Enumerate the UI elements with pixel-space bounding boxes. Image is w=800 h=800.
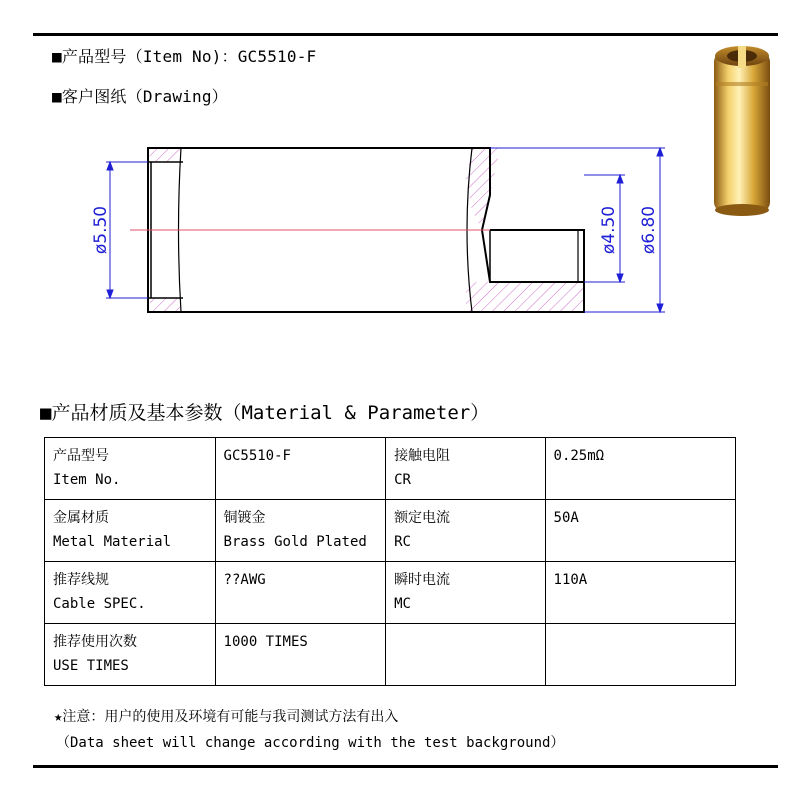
table-row: [45, 438, 736, 500]
table-row: [45, 624, 736, 686]
table-cell: 铜镀金 Brass Gold Plated: [215, 500, 386, 562]
note-english: （Data sheet will change according with the test background）: [56, 735, 565, 751]
table-cell: [386, 624, 545, 686]
technical-drawing: [0, 0, 800, 360]
table-cell: 产品型号 Item No.: [45, 438, 216, 500]
material-parameter-heading: ■产品材质及基本参数（Material & Parameter）: [40, 402, 490, 424]
table-cell: ??AWG: [215, 562, 386, 624]
drawing-heading: ■客户图纸（Drawing）: [52, 87, 228, 106]
table-cell: 110A: [545, 562, 735, 624]
table-row: [45, 500, 736, 562]
table-cell: GC5510-F: [215, 438, 386, 500]
dim-inner-label: ø5.50: [91, 205, 111, 255]
dim-outer-label: ø6.80: [639, 205, 659, 255]
table-cell: 推荐线规 Cable SPEC.: [45, 562, 216, 624]
table-cell: 瞬时电流 MC: [386, 562, 545, 624]
table-cell: 金属材质 Metal Material: [45, 500, 216, 562]
table-cell: 1000 TIMES: [215, 624, 386, 686]
table-cell: 接触电阻 CR: [386, 438, 545, 500]
bottom-rule: [33, 765, 778, 768]
table-row: [45, 562, 736, 624]
note-chinese: ★注意：用户的使用及环境有可能与我司测试方法有出入: [54, 709, 399, 725]
table-cell: 推荐使用次数 USE TIMES: [45, 624, 216, 686]
item-number-heading: ■产品型号（Item No)：GC5510-F: [52, 47, 317, 66]
table-cell: 50A: [545, 500, 735, 562]
table-cell: 额定电流 RC: [386, 500, 545, 562]
product-photo: [702, 42, 782, 224]
table-cell: [545, 624, 735, 686]
dim-pin-label: ø4.50: [599, 205, 619, 255]
table-cell: 0.25mΩ: [545, 438, 735, 500]
parameter-table: [44, 437, 736, 686]
